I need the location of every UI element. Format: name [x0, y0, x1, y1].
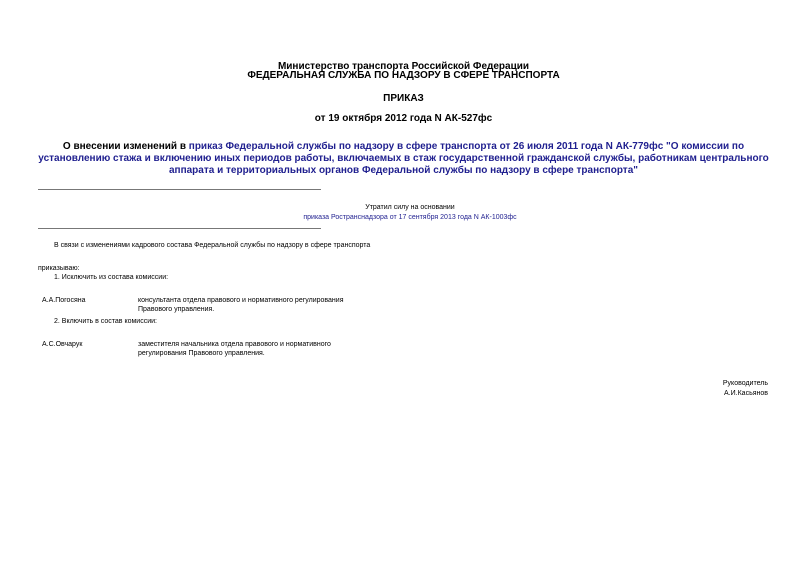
item-2: 2. Включить в состав комиссии: — [54, 318, 157, 325]
service-name: ФЕДЕРАЛЬНАЯ СЛУЖБА ПО НАДЗОРУ В СФЕРЕ ТРАНСПОРТА — [247, 70, 560, 81]
person-1-position-line2: Правового управления. — [138, 306, 215, 313]
order-word: приказываю: — [38, 265, 80, 272]
person-2-position-line2: регулирования Правового управления. — [138, 350, 265, 357]
signature-name: А.И.Касьянов — [724, 390, 768, 397]
person-2-position-line1: заместителя начальника отдела правового и нормативного — [138, 341, 331, 348]
person-1-position-line1: консультанта отдела правового и нормативного регулирования — [138, 297, 344, 304]
separator-top — [38, 189, 321, 190]
person-2-name: А.С.Овчарук — [42, 341, 83, 348]
status-note-text: Утратил силу на основании — [365, 204, 455, 211]
repeal-order-link[interactable]: приказа Ространснадзора от 17 сентября 2013 года N АК-1003фс — [303, 214, 517, 221]
amended-order-link[interactable]: приказ Федеральной службы по надзору в сфере транспорта от 26 июля 2011 года N АК-779фс "О комиссии по установлению стажа и включению иных периодов работы, включаемых в стаж государственной гражданской службы, работникам центрального аппарата и территориальных органов Федеральной службы по надзору в сфере транспорта" — [38, 141, 769, 176]
document-date-number: от 19 октября 2012 года N АК-527фс — [314, 113, 493, 124]
document-type: ПРИКАЗ — [383, 93, 424, 104]
title-prefix: О внесении изменений в — [62, 141, 189, 152]
ministry-name: Министерство транспорта Российской Федерации — [277, 61, 530, 72]
person-1-name: А.А.Погосяна — [42, 297, 86, 304]
intro-paragraph: В связи с изменениями кадрового состава Федеральной службы по надзору в сфере транспорта — [54, 242, 371, 249]
document-title — [30, 141, 777, 177]
item-1: 1. Исключить из состава комиссии: — [54, 274, 169, 281]
separator-bottom — [38, 228, 321, 229]
signature-role: Руководитель — [722, 380, 768, 387]
